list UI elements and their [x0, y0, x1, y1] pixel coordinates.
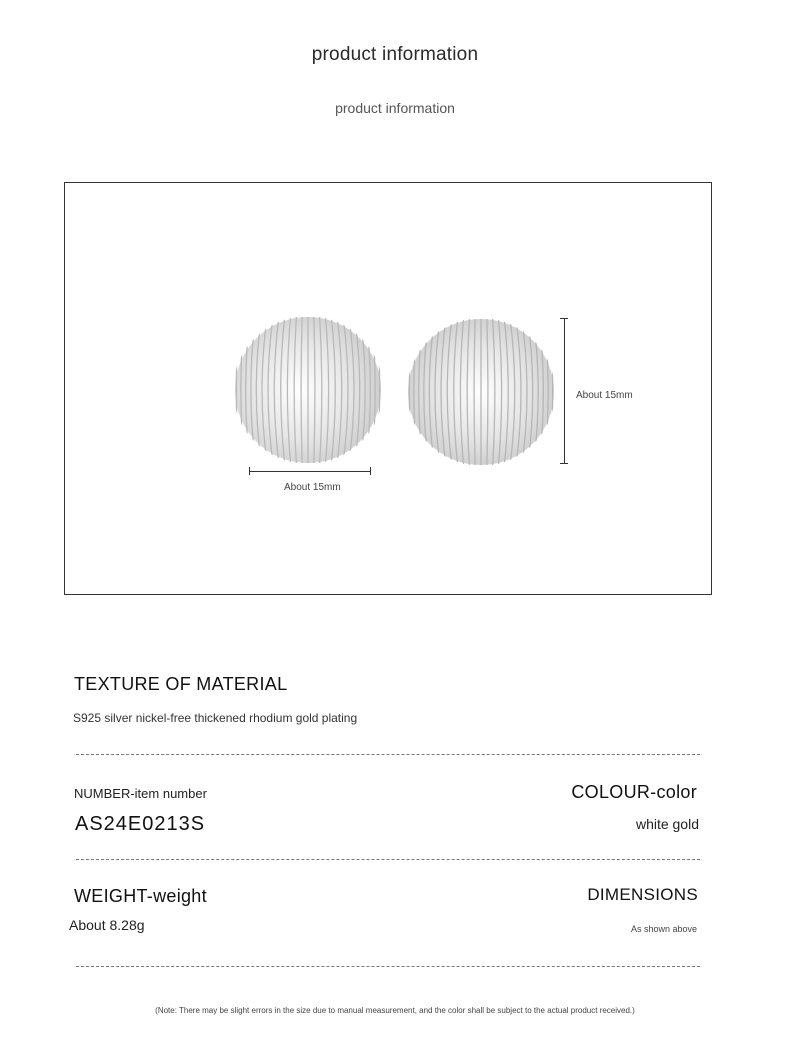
- divider-1: [76, 754, 700, 755]
- width-dimension-tick-right: [370, 467, 371, 475]
- height-dimension-line: [564, 318, 565, 463]
- earring-right: [407, 318, 555, 466]
- item-number-label: NUMBER-item number: [74, 786, 207, 801]
- weight-label: WEIGHT-weight: [74, 886, 207, 906]
- earring-left: [233, 316, 383, 464]
- dimensions-label: DIMENSIONS: [587, 885, 698, 904]
- material-heading: TEXTURE OF MATERIAL: [74, 674, 288, 694]
- colour-label: COLOUR-color: [571, 782, 697, 802]
- height-dimension-tick-bottom: [560, 463, 568, 464]
- width-dimension-tick-left: [249, 467, 250, 475]
- item-number-value: AS24E0213S: [75, 813, 206, 835]
- product-photo-frame: [64, 182, 712, 595]
- height-dimension-label: About 15mm: [576, 390, 633, 401]
- colour-value: white gold: [635, 816, 699, 832]
- divider-2: [76, 859, 700, 860]
- width-dimension-label: About 15mm: [284, 482, 341, 493]
- material-text: S925 silver nickel-free thickened rhodium gold plating: [73, 711, 358, 725]
- width-dimension-line: [249, 471, 370, 472]
- divider-3: [76, 966, 700, 967]
- page-title: product information: [311, 44, 479, 65]
- disclaimer-note: (Note: There may be slight errors in the size due to manual measurement, and the color shall be subject to the actual product received.): [155, 1006, 635, 1015]
- weight-value: About 8.28g: [69, 917, 145, 933]
- dimensions-value: As shown above: [630, 924, 697, 934]
- page-subtitle: product information: [335, 100, 455, 116]
- height-dimension-tick-top: [560, 318, 568, 319]
